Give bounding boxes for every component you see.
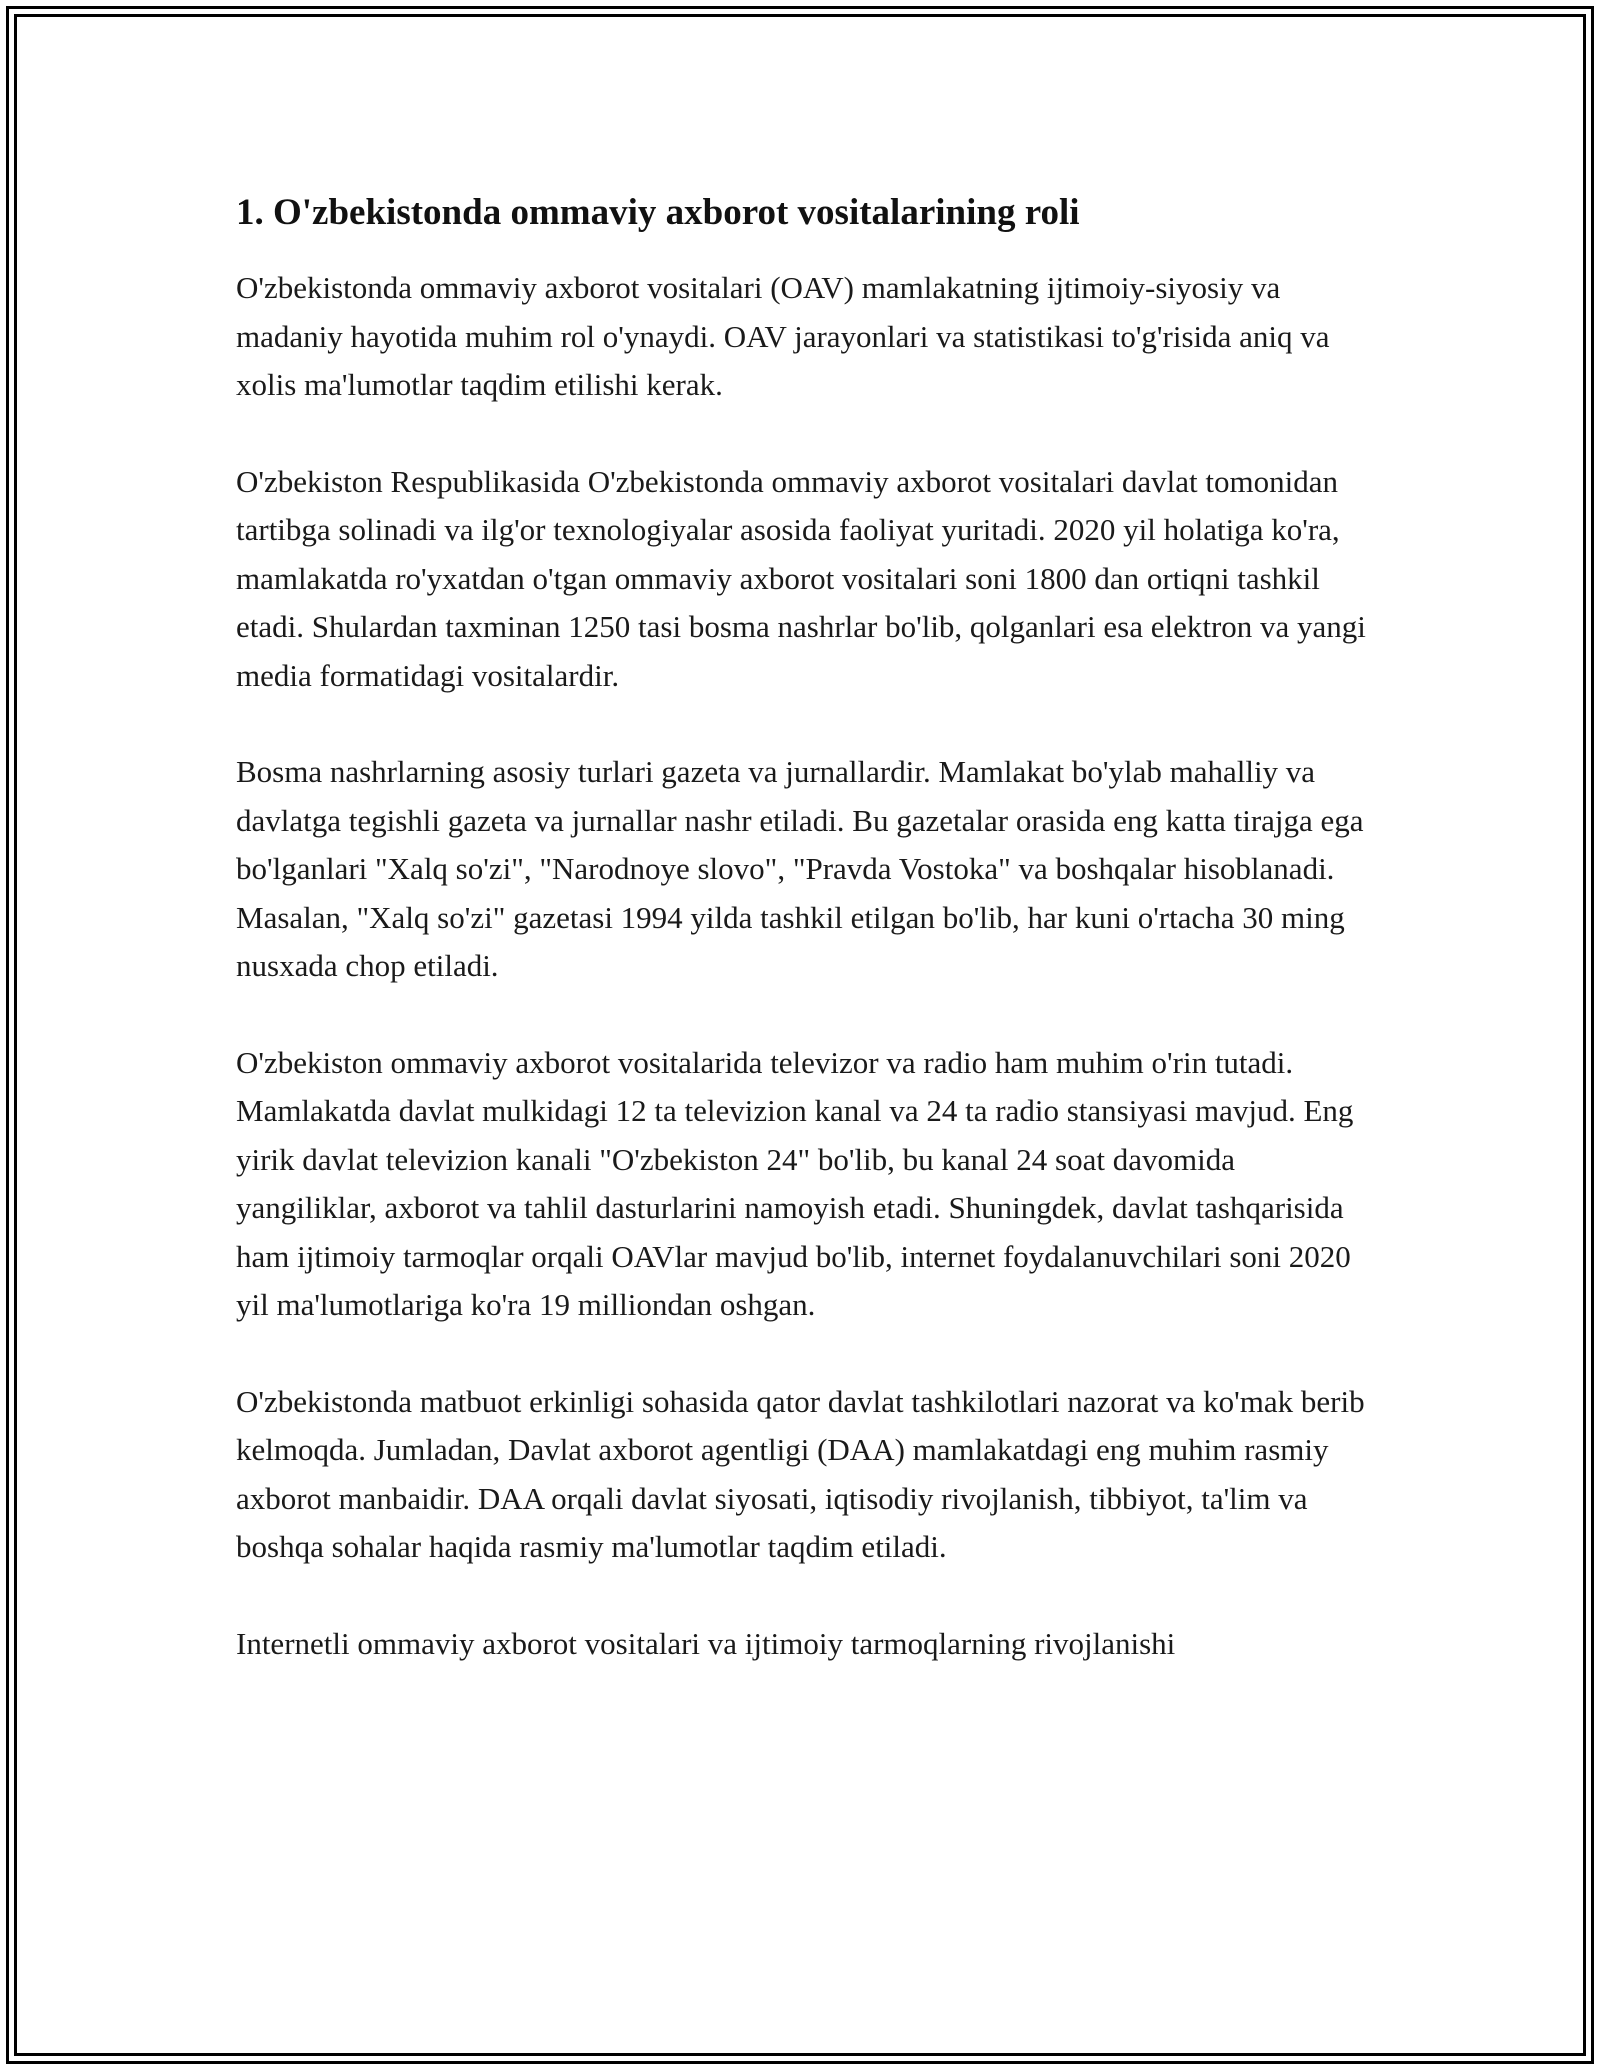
section-heading: 1. O'zbekistonda ommaviy axborot vositalarining roli [236, 192, 1080, 233]
document-body [236, 186, 1366, 1716]
paragraph-print-media: Bosma nashrlarning asosiy turlari gazeta va jurnallardir. Mamlakat bo'ylab mahalliy va davlatga tegishli gazeta va jurnallar nashr etiladi. Bu gazetalar orasida eng katta tirajga ega bo'lganlari "Xalq so'zi", "Narodnoye slovo", "Pravda Vostoka" va boshqalar hisoblanadi. Masalan, "Xalq so'zi" gazetasi 1994 yilda tashkil etilgan bo'lib, har kuni o'rtacha 30 ming nusxada chop etiladi. [236, 754, 1364, 983]
paragraph-regulation: O'zbekiston Respublikasida O'zbekistonda ommaviy axborot vositalari davlat tomonidan tartibga solinadi va ilg'or texnologiyalar asosida faoliyat yuritadi. 2020 yil holatiga ko'ra, mamlakatda ro'yxatdan o'tgan ommaviy axborot vositalari soni 1800 dan ortiqni tashkil etadi. Shulardan taxminan 1250 tasi bosma nashrlar bo'lib, qolganlari esa elektron va yangi media formatidagi vositalardir. [236, 463, 1366, 693]
paragraph-internet-media: Internetli ommaviy axborot vositalari va ijtimoiy tarmoqlarning rivojlanishi [236, 1625, 1176, 1661]
paragraph-tv-radio: O'zbekiston ommaviy axborot vositalarida televizor va radio ham muhim o'rin tutadi. Mamlakatda davlat mulkidagi 12 ta televizion kanal va 24 ta radio stansiyasi mavjud. Eng yirik davlat televizion kanali "O'zbekiston 24" bo'lib, bu kanal 24 soat davomida yangiliklar, axborot va tahlil dasturlarini namoyish etadi. Shuningdek, davlat tashqarisida ham ijtimoiy tarmoqlar orqali OAVlar mavjud bo'lib, internet foydalanuvchilari soni 2020 yil ma'lumotlariga ko'ra 19 milliondan oshgan. [236, 1044, 1354, 1322]
paragraph-intro: O'zbekistonda ommaviy axborot vositalari (OAV) mamlakatning ijtimoiy-siyosiy va madaniy hayotida muhim rol o'ynaydi. OAV jarayonlari va statistikasi to'g'risida aniq va xolis ma'lumotlar taqdim etilishi kerak. [236, 270, 1330, 402]
paragraph-press-freedom: O'zbekistonda matbuot erkinligi sohasida qator davlat tashkilotlari nazorat va ko'mak berib kelmoqda. Jumladan, Davlat axborot agentligi (DAA) mamlakatdagi eng muhim rasmiy axborot manbaidir. DAA orqali davlat siyosati, iqtisodiy rivojlanish, tibbiyot, ta'lim va boshqa sohalar haqida rasmiy ma'lumotlar taqdim etiladi. [236, 1383, 1365, 1564]
